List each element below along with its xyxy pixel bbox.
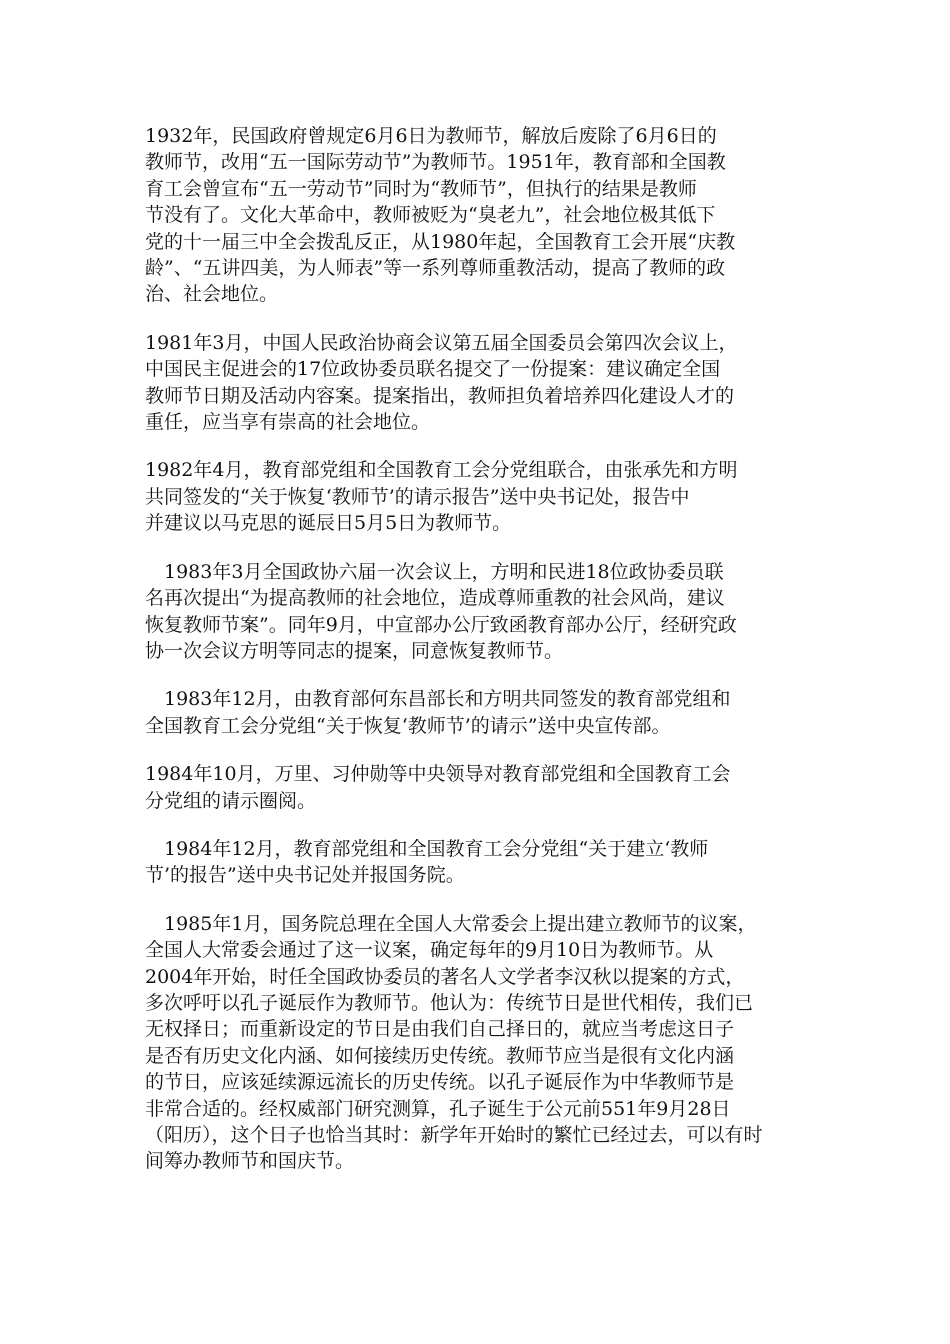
document-body [145, 123, 815, 1197]
paragraph-1982-april: 1982年4月，教育部党组和全国教育工会分党组联合，由张承先和方明 共同签发的“关于恢复‘教师节’的请示报告”送中央书记处，报告中 并建议以马克思的诞辰日5月5日为教师节。 [145, 459, 738, 535]
paragraph-1985-january: 1985年1月，国务院总理在全国人大常委会上提出建立教师节的议案， 全国人大常委会通过了这一议案，确定每年的9月10日为教师节。从 2004年开始，时任全国政协委员的著名人文学者李汉秋以提案的方式， 多次呼吁以孔子诞辰作为教师节。他认为：传统节日是世代相传，我们已 无权择日；而重新设定的节日是由我们自己择日的，就应当考虑这日子 是否有历史文化内涵、如何接续历史传统。教师节应当是很有文化内涵 的节日，应该延续源远流长的历史传统。以孔子诞辰作为中华教师节是 非常合适的。经权威部门研究测算，孔子诞生于公元前551年9月28日 （阳历），这个日子也恰当其时：新学年开始时的繁忙已经过去，可以有时 间筹办教师节和国庆节。 [145, 912, 763, 1173]
paragraph-1983-march: 1983年3月全国政协六届一次会议上，方明和民进18位政协委员联 名再次提出“为提高教师的社会地位，造成尊师重教的社会风尚，建议 恢复教师节案”。同年9月，中宣部办公厅致函教育部办公厅，经研究政 协一次会议方明等同志的提案，同意恢复教师节。 [145, 560, 737, 662]
paragraph-1984-october: 1984年10月，万里、习仲勋等中央领导对教育部党组和全国教育工会 分党组的请示圈阅。 [145, 763, 731, 812]
paragraph-1984-december: 1984年12月，教育部党组和全国教育工会分党组“关于建立‘教师 节’的报告”送中央书记处并报国务院。 [145, 837, 709, 887]
paragraph-1983-december: 1983年12月，由教育部何东昌部长和方明共同签发的教育部党组和 全国教育工会分党组“关于恢复‘教师节’的请示”送中央宣传部。 [145, 688, 731, 737]
paragraph-1981-march: 1981年3月，中国人民政治协商会议第五届全国委员会第四次会议上， 中国民主促进会的17位政协委员联名提交了一份提案：建议确定全国 教师节日期及活动内容案。提案指出，教师担负着培养四化建设人才的 重任，应当享有崇高的社会地位。 [145, 331, 738, 434]
paragraph-1932: 1932年，民国政府曾规定6月6日为教师节，解放后废除了6月6日的 教师节，改用“五一国际劳动节”为教师节。1951年，教育部和全国教 育工会曾宣布“五一劳动节”同时为“教师节”，但执行的结果是教师 节没有了。文化大革命中，教师被贬为“臭老九”，社会地位极其低下 党的十一届三中全会拨乱反正，从1980年起，全国教育工会开展“庆教 龄”、“五讲四美，为人师表”等一系列尊师重教活动，提高了教师的政 治、社会地位。 [145, 125, 736, 306]
